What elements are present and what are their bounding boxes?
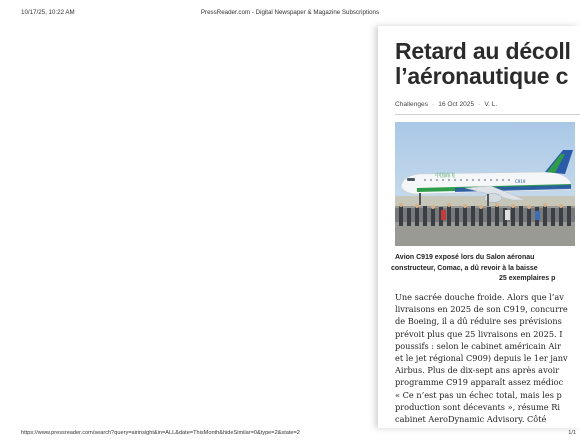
body-line: Une sacrée douche froide. Alors que l’av — [395, 292, 564, 302]
body-line: livraisons en 2025 de son C919, concurre — [395, 304, 568, 315]
body-line: « Ce n’est pas un échec total, mais les p — [395, 389, 562, 400]
body-line: Airbus. Plus de dix-sept ans après avoir — [395, 365, 560, 376]
registration-text: C919 — [515, 179, 526, 184]
publication-name[interactable]: Challenges — [395, 101, 428, 108]
print-page-title: PressReader.com - Digital Newspaper & Magazine Subscriptions — [200, 9, 380, 16]
c919-aircraft-photo — [395, 122, 575, 246]
print-footer — [0, 430, 580, 442]
print-datetime: 10/17/25, 10:22 AM — [21, 9, 75, 16]
caption-line: 25 exemplaires p — [499, 275, 556, 282]
article-author: V. L. — [484, 101, 498, 108]
article-headline[interactable] — [395, 39, 571, 89]
body-line: cabinet AeroDynamic Advisory. Côté — [395, 414, 547, 425]
headline-line: Retard au décoll — [395, 38, 571, 64]
livery-text: 中国商飞 — [435, 173, 456, 179]
print-url[interactable]: https://www.pressreader.com/search?query=airinsight&in=ALL&date=ThisMonth&hideSimilar=0&type=2&state=2 — [21, 430, 300, 436]
article-body — [395, 291, 580, 425]
article-meta — [395, 101, 497, 108]
article-photo[interactable] — [395, 122, 575, 246]
print-header — [0, 9, 580, 21]
body-line: programme C919 apparaît assez médioc — [395, 377, 564, 388]
headline-line: l’aéronautique c — [395, 63, 569, 89]
body-line: poussifs : selon le cabinet américain Air — [395, 340, 561, 351]
body-line: prévoit plus que 25 livraisons en 2025. I — [395, 328, 563, 339]
print-page-number: 1/1 — [568, 430, 576, 436]
body-line: de Boeing, il a dû réduire ses prévisions — [395, 316, 562, 327]
body-line: production sont décevants », résume Ri — [395, 401, 561, 412]
caption-line: constructeur, Comac, a dû revoir à la baisse — [391, 264, 538, 272]
photo-caption — [391, 253, 580, 285]
caption-line: Avion C919 exposé lors du Salon aéronau — [395, 254, 535, 261]
body-line: et le jet régional C909) depuis le 1er janv — [395, 353, 568, 364]
article-page — [378, 26, 580, 428]
publication-date: 16 Oct 2025 — [438, 101, 475, 108]
meta-separator: · — [432, 101, 435, 108]
meta-separator: · — [478, 101, 481, 108]
meta-divider — [395, 114, 580, 115]
